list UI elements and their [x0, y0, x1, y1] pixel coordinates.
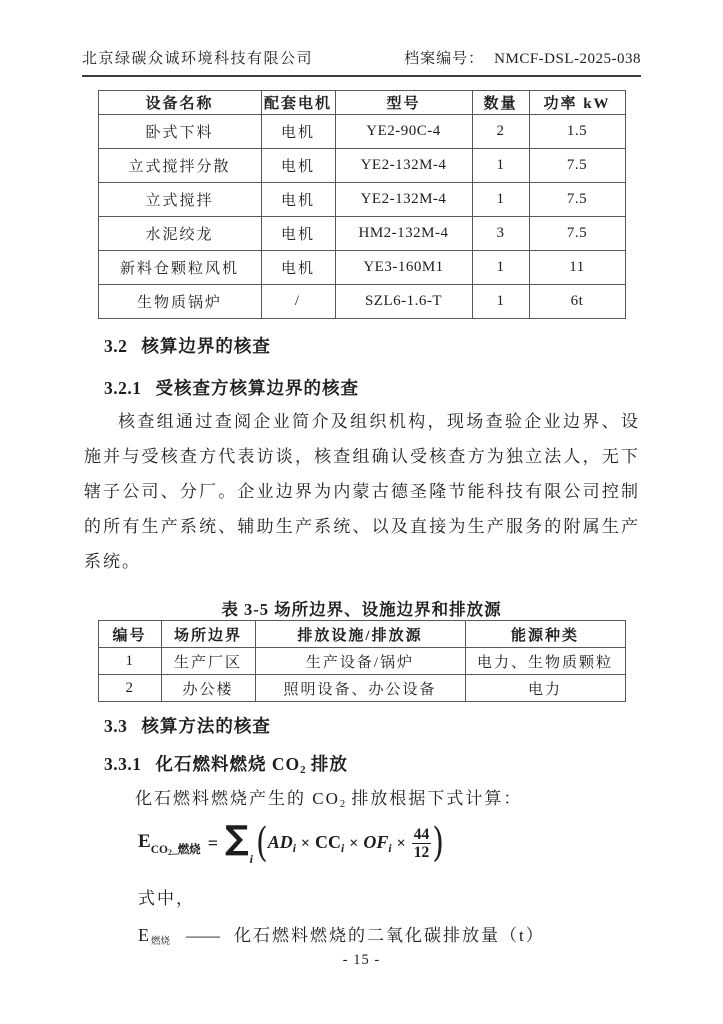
cell-motor: /: [261, 285, 335, 319]
cell-motor: 电机: [261, 149, 335, 183]
section-heading-3-2-1: [104, 375, 723, 400]
cell-device: 立式搅拌分散: [98, 149, 261, 183]
where-label: 式中，: [138, 888, 195, 908]
cell-no: 2: [98, 675, 161, 702]
term-OF: $OF_i$: [363, 832, 392, 856]
summation-symbol: $\sum_i$: [224, 817, 253, 866]
table-row: [98, 285, 625, 319]
section-title: 化石燃料燃烧 CO2 排放: [155, 754, 348, 777]
open-paren: (: [255, 819, 268, 867]
cell-model: HM2-132M-4: [335, 217, 472, 251]
cell-site: 生产厂区: [161, 648, 255, 675]
cell-qty: 3: [472, 217, 529, 251]
cell-power: 1.5: [529, 115, 625, 149]
cell-qty: 1: [472, 251, 529, 285]
cell-qty: 2: [472, 115, 529, 149]
col-header-power: 功率 kW: [529, 91, 625, 115]
cell-motor: 电机: [261, 183, 335, 217]
section-heading-3-3: [104, 713, 723, 738]
section-title: 核算边界的核查: [141, 336, 271, 356]
equals-sign: =: [207, 833, 218, 854]
page-header: [82, 0, 641, 77]
table-row: [98, 251, 625, 285]
multiply-sign: ×: [396, 834, 406, 852]
col-header-energy: 能源种类: [465, 621, 625, 648]
col-header-model: 型号: [335, 91, 472, 115]
cell-qty: 1: [472, 285, 529, 319]
cell-motor: 电机: [261, 217, 335, 251]
cell-device: 立式搅拌: [98, 183, 261, 217]
cell-power: 11: [529, 251, 625, 285]
archive-label: 档案编号：: [404, 51, 485, 67]
section-title: 受核查方核算边界的核查: [155, 378, 359, 398]
cell-qty: 1: [472, 149, 529, 183]
multiply-sign: ×: [349, 834, 359, 852]
section-number: 3.3: [104, 716, 128, 736]
section-heading-3-2: [104, 333, 723, 358]
table-row: [98, 217, 625, 251]
col-header-motor: 配套电机: [261, 91, 335, 115]
table-3-5-caption: 表 3-5 场所边界、设施边界和排放源: [221, 600, 502, 619]
archive-number-group: [404, 47, 641, 68]
cell-device: 生物质锅炉: [98, 285, 261, 319]
cell-energy: 电力、生物质颗粒: [465, 648, 625, 675]
section-number: 3.3.1: [104, 754, 142, 774]
boundary-table-header-row: [98, 621, 625, 648]
col-header-site: 场所边界: [161, 621, 255, 648]
cell-power: 7.5: [529, 149, 625, 183]
cell-energy: 电力: [465, 675, 625, 702]
close-paren: ): [432, 819, 444, 867]
company-name: 北京绿碳众诚环境科技有限公司: [82, 51, 314, 67]
section-number: 3.2: [104, 336, 128, 356]
symbol-definition-line: [138, 921, 723, 947]
col-header-qty: 数量: [472, 91, 529, 115]
table-row: [98, 115, 625, 149]
equipment-table-header-row: [98, 91, 625, 115]
col-header-facility: 排放设施/排放源: [255, 621, 465, 648]
definition-text: 化石燃料燃烧的二氧化碳排放量（t）: [234, 925, 545, 945]
table-row: [98, 675, 625, 702]
formula-lhs: $E_{CO2\_燃烧}$: [138, 830, 201, 857]
cell-model: SZL6-1.6-T: [335, 285, 472, 319]
table-row: [98, 149, 625, 183]
equipment-table: [98, 90, 626, 319]
definition-dash: ——: [186, 925, 221, 945]
cell-model: YE3-160M1: [335, 251, 472, 285]
page-number: - 15 -: [342, 952, 381, 968]
table-row: [98, 648, 625, 675]
section-title: 核算方法的核查: [141, 716, 271, 736]
co2-combustion-formula: [138, 818, 723, 870]
cell-facility: 生产设备/锅炉: [255, 648, 465, 675]
cell-model: YE2-90C-4: [335, 115, 472, 149]
boundary-verification-paragraph: 核查组通过查阅企业简介及组织机构，现场查验企业边界、设施并与受核查方代表访谈，核查组确认受核查方为独立法人，无下辖子公司、分厂。企业边界为内蒙古德圣隆节能科技有限公司控制的所有生产系统、辅助生产系统、以及直接为生产服务的附属生产系统。: [84, 412, 640, 571]
co2-subscript: 2: [300, 764, 306, 777]
section-number: 3.2.1: [104, 378, 142, 398]
section-heading-3-3-1: [104, 751, 723, 776]
table-row: [98, 183, 625, 217]
cell-model: YE2-132M-4: [335, 183, 472, 217]
archive-number: NMCF-DSL-2025-038: [494, 51, 641, 67]
cell-power: 7.5: [529, 183, 625, 217]
cell-device: 新料仓颗粒风机: [98, 251, 261, 285]
cell-power: 6t: [529, 285, 625, 319]
cell-motor: 电机: [261, 115, 335, 149]
symbol-E-burn: E燃烧: [138, 924, 171, 947]
cell-qty: 1: [472, 183, 529, 217]
term-AD: $AD_i$: [267, 832, 296, 856]
col-header-device: 设备名称: [98, 91, 261, 115]
cell-motor: 电机: [261, 251, 335, 285]
term-CC: $CC_i$: [315, 832, 345, 856]
cell-site: 办公楼: [161, 675, 255, 702]
multiply-sign: ×: [300, 834, 311, 852]
col-header-no: 编号: [98, 621, 161, 648]
cell-device: 卧式下料: [98, 115, 261, 149]
boundary-table: [98, 620, 626, 702]
cell-model: YE2-132M-4: [335, 149, 472, 183]
co2-subscript: 2: [339, 798, 346, 810]
cell-facility: 照明设备、办公设备: [255, 675, 465, 702]
cell-device: 水泥绞龙: [98, 217, 261, 251]
fraction-44-12: $\frac{44}{12}$: [413, 825, 430, 862]
formula-intro-text: 化石燃料燃烧产生的 CO2 排放根据下式计算：: [135, 789, 523, 810]
cell-no: 1: [98, 648, 161, 675]
cell-power: 7.5: [529, 217, 625, 251]
